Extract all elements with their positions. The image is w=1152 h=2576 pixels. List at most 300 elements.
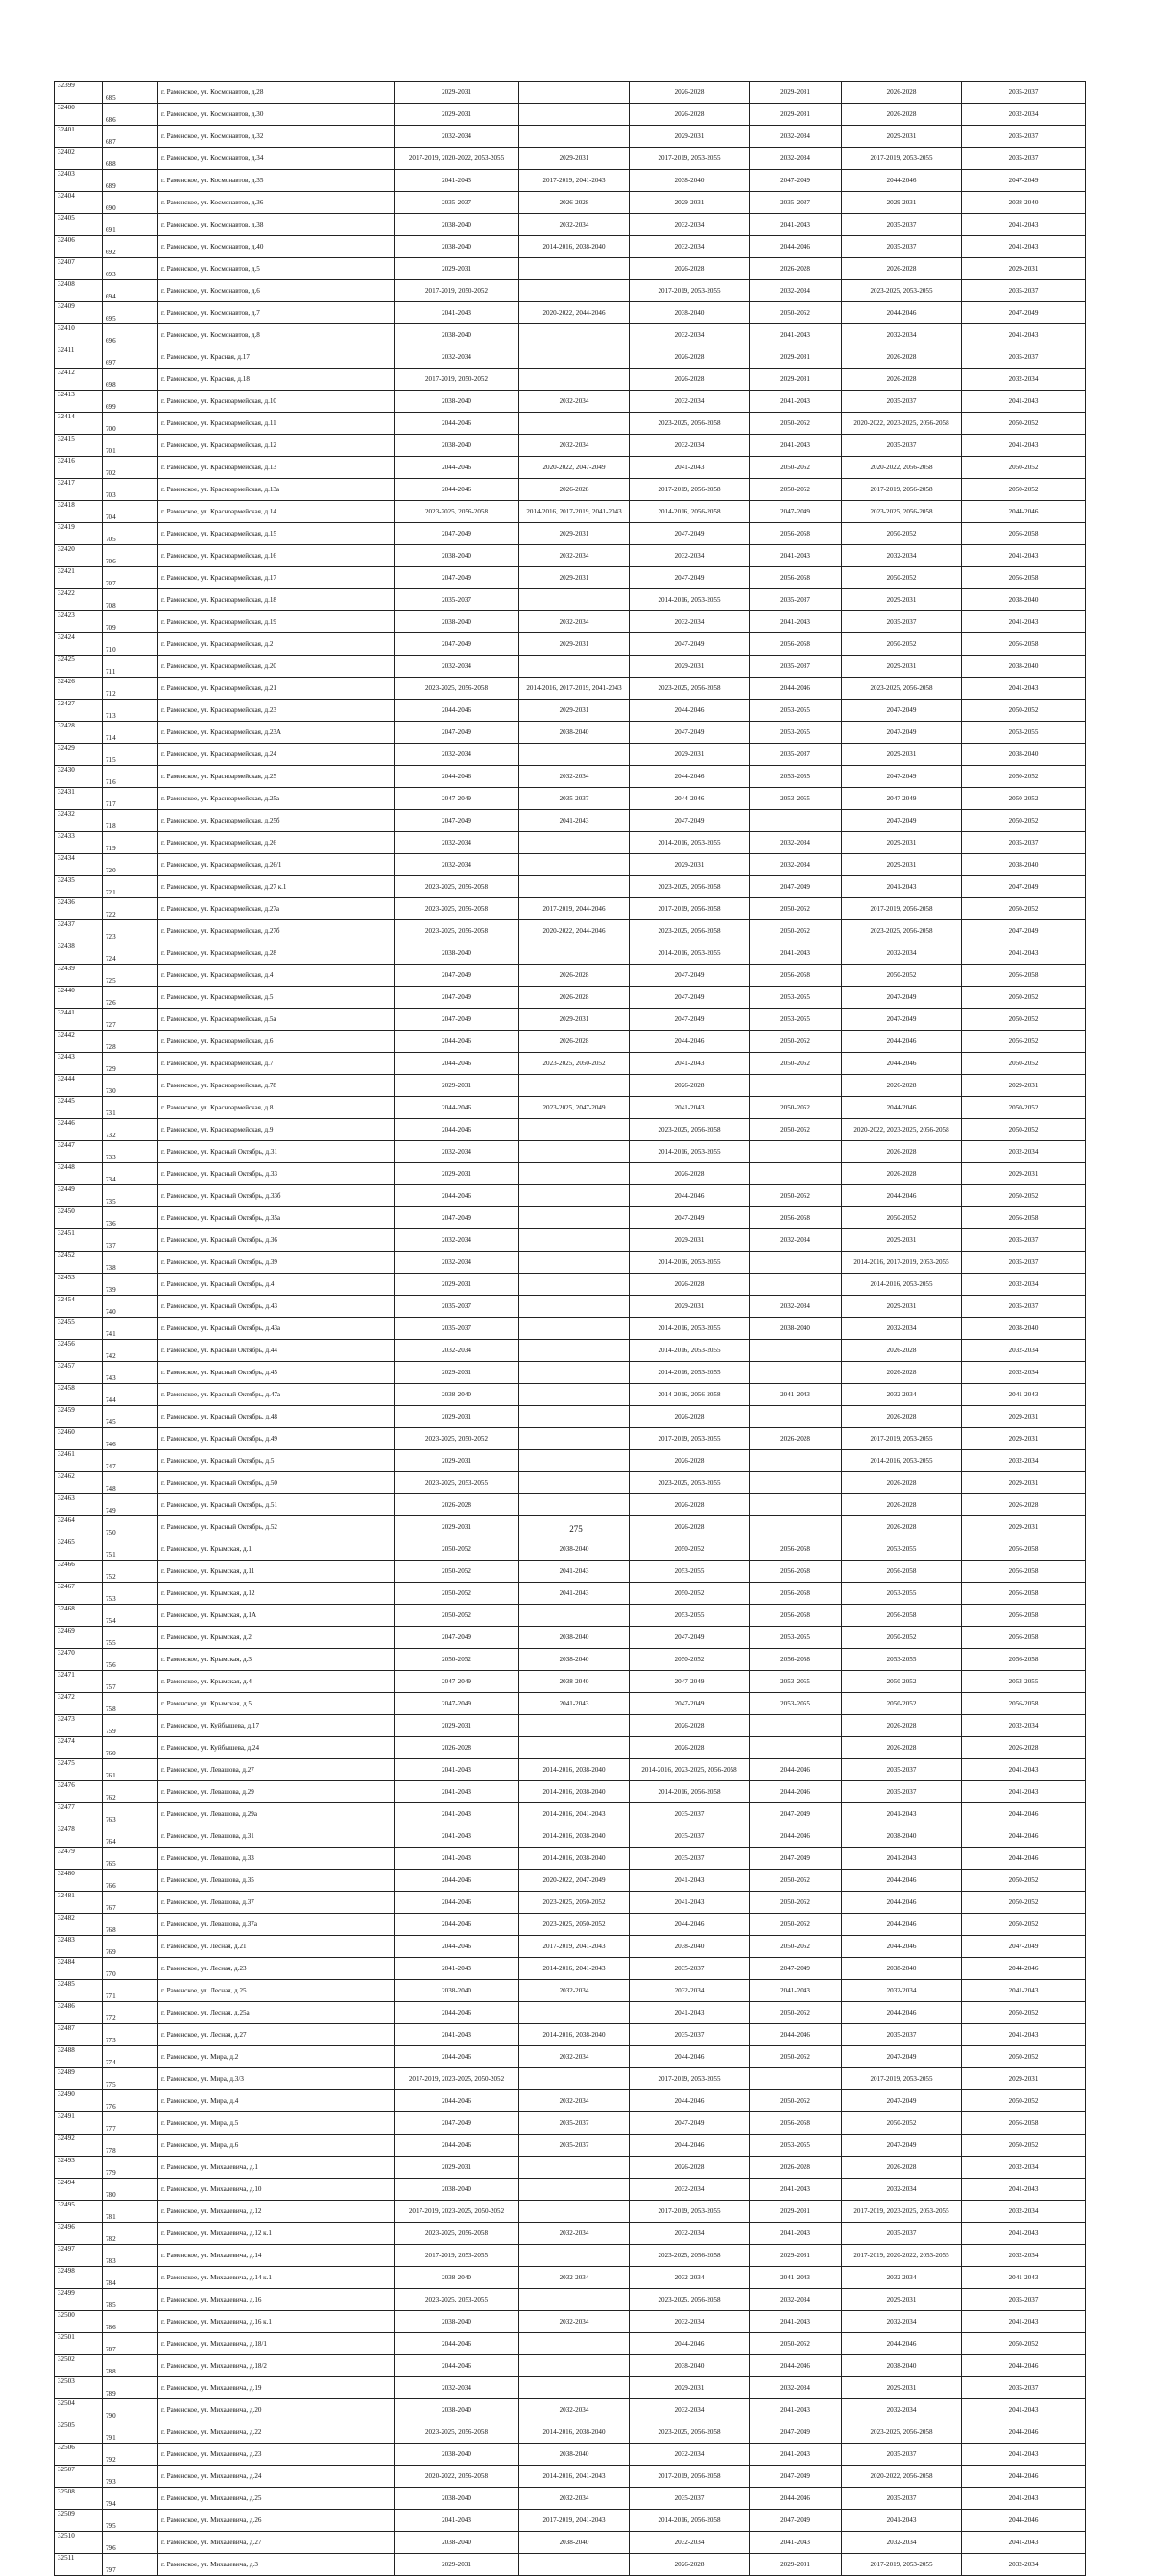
- table-row: [55, 1892, 1086, 1914]
- cell-period-5: 2029-2031: [842, 832, 962, 854]
- cell-period-4: 2044-2046: [750, 236, 842, 258]
- cell-row-id: 32443: [55, 1053, 103, 1075]
- cell-period-3: 2023-2025, 2056-2058: [630, 1119, 750, 1141]
- cell-period-4: 2032-2034: [750, 832, 842, 854]
- cell-address: г. Раменское, ул. Красный Октябрь, д.50: [158, 1472, 395, 1494]
- cell-period-5: 2026-2028: [842, 1075, 962, 1097]
- table-row: [55, 1296, 1086, 1318]
- cell-period-2: 2032-2034: [519, 766, 630, 788]
- cell-address: г. Раменское, ул. Крымская, д.2: [158, 1627, 395, 1649]
- cell-period-5: 2035-2037: [842, 2444, 962, 2466]
- cell-period-3: 2026-2028: [630, 1274, 750, 1296]
- cell-row-id: 32502: [55, 2355, 103, 2377]
- cell-period-4: 2041-2043: [750, 2399, 842, 2421]
- cell-sub-id: 703: [103, 479, 158, 501]
- cell-row-id: 32433: [55, 832, 103, 854]
- cell-sub-id: 693: [103, 258, 158, 280]
- cell-period-1: 2044-2046: [395, 1936, 519, 1958]
- cell-period-1: 2047-2049: [395, 1671, 519, 1693]
- cell-period-4: 2050-2052: [750, 2002, 842, 2024]
- cell-period-5: 2047-2049: [842, 722, 962, 744]
- cell-period-6: 2041-2043: [962, 2532, 1086, 2554]
- cell-period-2: 2041-2043: [519, 1693, 630, 1715]
- cell-period-1: 2029-2031: [395, 82, 519, 104]
- cell-address: г. Раменское, ул. Красный Октябрь, д.43: [158, 1296, 395, 1318]
- cell-period-6: 2026-2028: [962, 1494, 1086, 1516]
- cell-period-2: 2038-2040: [519, 1538, 630, 1561]
- cell-address: г. Раменское, ул. Красный Октябрь, д.33: [158, 1163, 395, 1185]
- cell-period-2: 2026-2028: [519, 987, 630, 1009]
- cell-period-4: 2056-2058: [750, 2112, 842, 2135]
- cell-sub-id: 754: [103, 1605, 158, 1627]
- table-row: [55, 1494, 1086, 1516]
- table-row: [55, 1097, 1086, 1119]
- cell-period-4: 2053-2055: [750, 788, 842, 810]
- cell-row-id: 32434: [55, 854, 103, 876]
- cell-period-5: 2050-2052: [842, 1693, 962, 1715]
- table-row: [55, 2135, 1086, 2157]
- cell-period-3: 2029-2031: [630, 854, 750, 876]
- table-row: [55, 2112, 1086, 2135]
- cell-sub-id: 787: [103, 2333, 158, 2355]
- cell-period-4: 2041-2043: [750, 2444, 842, 2466]
- cell-sub-id: 732: [103, 1119, 158, 1141]
- cell-address: г. Раменское, ул. Михалевича, д.16 к.1: [158, 2311, 395, 2333]
- cell-period-6: 2056-2058: [962, 2112, 1086, 2135]
- cell-period-5: 2026-2028: [842, 258, 962, 280]
- cell-period-5: 2032-2034: [842, 1980, 962, 2002]
- cell-period-3: 2038-2040: [630, 1936, 750, 1958]
- cell-row-id: 32455: [55, 1318, 103, 1340]
- cell-period-1: 2029-2031: [395, 1274, 519, 1296]
- table-row: [55, 1583, 1086, 1605]
- cell-period-5: 2038-2040: [842, 1825, 962, 1848]
- cell-row-id: 32432: [55, 810, 103, 832]
- cell-sub-id: 698: [103, 369, 158, 391]
- cell-period-6: 2035-2037: [962, 1296, 1086, 1318]
- cell-period-6: 2041-2043: [962, 236, 1086, 258]
- cell-period-1: 2038-2040: [395, 435, 519, 457]
- cell-period-2: 2014-2016, 2038-2040: [519, 1781, 630, 1803]
- cell-sub-id: 735: [103, 1185, 158, 1207]
- cell-address: г. Раменское, ул. Михалевича, д.26: [158, 2510, 395, 2532]
- cell-period-2: 2014-2016, 2041-2043: [519, 2466, 630, 2488]
- cell-period-5: 2038-2040: [842, 2355, 962, 2377]
- cell-row-id: 32438: [55, 942, 103, 965]
- cell-row-id: 32508: [55, 2488, 103, 2510]
- cell-period-5: 2044-2046: [842, 1936, 962, 1958]
- cell-address: г. Раменское, ул. Михалевича, д.25: [158, 2488, 395, 2510]
- cell-period-6: 2035-2037: [962, 82, 1086, 104]
- cell-row-id: 32509: [55, 2510, 103, 2532]
- cell-period-6: 2050-2052: [962, 2333, 1086, 2355]
- cell-period-1: 2044-2046: [395, 1914, 519, 1936]
- cell-period-2: 2032-2034: [519, 214, 630, 236]
- cell-period-1: 2041-2043: [395, 302, 519, 324]
- cell-address: г. Раменское, ул. Красноармейская, д.26: [158, 832, 395, 854]
- cell-sub-id: 710: [103, 633, 158, 656]
- cell-period-3: 2038-2040: [630, 2355, 750, 2377]
- cell-period-6: 2050-2052: [962, 413, 1086, 435]
- cell-period-5: 2035-2037: [842, 214, 962, 236]
- cell-address: г. Раменское, ул. Красный Октябрь, д.43а: [158, 1318, 395, 1340]
- cell-address: г. Раменское, ул. Михалевича, д.23: [158, 2444, 395, 2466]
- cell-period-1: 2035-2037: [395, 192, 519, 214]
- cell-period-4: 2050-2052: [750, 1119, 842, 1141]
- cell-period-1: 2050-2052: [395, 1561, 519, 1583]
- cell-row-id: 32482: [55, 1914, 103, 1936]
- cell-period-1: 2017-2019, 2050-2052: [395, 280, 519, 302]
- cell-period-2: [519, 1229, 630, 1252]
- cell-period-4: 2032-2034: [750, 854, 842, 876]
- cell-sub-id: 797: [103, 2554, 158, 2576]
- cell-period-6: 2041-2043: [962, 942, 1086, 965]
- cell-period-3: 2038-2040: [630, 170, 750, 192]
- cell-period-4: [750, 1163, 842, 1185]
- cell-period-6: 2056-2058: [962, 567, 1086, 589]
- cell-address: г. Раменское, ул. Мира, д.4: [158, 2090, 395, 2112]
- cell-period-1: 2023-2025, 2053-2055: [395, 2289, 519, 2311]
- cell-period-1: 2044-2046: [395, 766, 519, 788]
- cell-period-5: 2047-2049: [842, 700, 962, 722]
- cell-period-2: [519, 1163, 630, 1185]
- cell-period-1: 2044-2046: [395, 2002, 519, 2024]
- cell-period-3: 2014-2016, 2053-2055: [630, 1318, 750, 1340]
- table-row: [55, 1031, 1086, 1053]
- table-row: [55, 2554, 1086, 2576]
- cell-period-6: 2056-2058: [962, 1207, 1086, 1229]
- cell-row-id: 32430: [55, 766, 103, 788]
- cell-period-6: 2050-2052: [962, 700, 1086, 722]
- cell-period-5: 2035-2037: [842, 1781, 962, 1803]
- cell-period-3: 2029-2031: [630, 656, 750, 678]
- cell-period-3: 2014-2016, 2053-2055: [630, 1141, 750, 1163]
- cell-period-6: 2035-2037: [962, 346, 1086, 369]
- cell-period-6: 2050-2052: [962, 1097, 1086, 1119]
- cell-address: г. Раменское, ул. Мира, д.2: [158, 2046, 395, 2068]
- cell-period-6: 2029-2031: [962, 1472, 1086, 1494]
- cell-sub-id: 764: [103, 1825, 158, 1848]
- cell-period-1: 2038-2040: [395, 391, 519, 413]
- cell-address: г. Раменское, ул. Левашова, д.37а: [158, 1914, 395, 1936]
- page-number: 275: [569, 1524, 583, 1534]
- cell-period-4: [750, 1141, 842, 1163]
- cell-sub-id: 692: [103, 236, 158, 258]
- cell-address: г. Раменское, ул. Михалевича, д.14 к.1: [158, 2267, 395, 2289]
- cell-period-4: 2050-2052: [750, 1914, 842, 1936]
- cell-period-1: 2041-2043: [395, 1759, 519, 1781]
- cell-period-6: 2038-2040: [962, 656, 1086, 678]
- cell-address: г. Раменское, ул. Красноармейская, д.7: [158, 1053, 395, 1075]
- table-row: [55, 2466, 1086, 2488]
- cell-period-5: 2029-2031: [842, 1296, 962, 1318]
- cell-period-4: 2044-2046: [750, 2488, 842, 2510]
- cell-period-2: [519, 1494, 630, 1516]
- cell-period-5: 2047-2049: [842, 2135, 962, 2157]
- cell-period-3: 2044-2046: [630, 1914, 750, 1936]
- cell-period-2: 2017-2019, 2041-2043: [519, 1936, 630, 1958]
- cell-period-3: 2041-2043: [630, 1892, 750, 1914]
- cell-period-3: 2014-2016, 2053-2055: [630, 1340, 750, 1362]
- cell-address: г. Раменское, ул. Красный Октябрь, д.51: [158, 1494, 395, 1516]
- cell-period-1: 2029-2031: [395, 258, 519, 280]
- cell-period-5: 2026-2028: [842, 1340, 962, 1362]
- cell-period-4: 2053-2055: [750, 700, 842, 722]
- cell-period-2: [519, 2554, 630, 2576]
- cell-period-4: 2047-2049: [750, 2466, 842, 2488]
- cell-period-6: 2050-2052: [962, 2002, 1086, 2024]
- cell-row-id: 32408: [55, 280, 103, 302]
- cell-period-4: 2050-2052: [750, 1936, 842, 1958]
- cell-period-4: 2053-2055: [750, 722, 842, 744]
- cell-period-3: 2026-2028: [630, 1516, 750, 1538]
- cell-period-6: 2038-2040: [962, 192, 1086, 214]
- cell-sub-id: 771: [103, 1980, 158, 2002]
- cell-period-3: 2047-2049: [630, 1693, 750, 1715]
- cell-period-1: 2044-2046: [395, 2333, 519, 2355]
- cell-period-4: 2047-2049: [750, 2510, 842, 2532]
- cell-period-6: 2041-2043: [962, 2267, 1086, 2289]
- cell-address: г. Раменское, ул. Красноармейская, д.10: [158, 391, 395, 413]
- cell-period-5: 2032-2034: [842, 2267, 962, 2289]
- cell-period-3: 2026-2028: [630, 1715, 750, 1737]
- cell-period-2: [519, 1406, 630, 1428]
- cell-period-6: 2050-2052: [962, 810, 1086, 832]
- table-row: [55, 1936, 1086, 1958]
- cell-period-2: 2020-2022, 2044-2046: [519, 302, 630, 324]
- cell-address: г. Раменское, ул. Красноармейская, д.23: [158, 700, 395, 722]
- cell-period-6: 2032-2034: [962, 2201, 1086, 2223]
- cell-period-3: 2017-2019, 2053-2055: [630, 148, 750, 170]
- cell-row-id: 32472: [55, 1693, 103, 1715]
- cell-period-5: 2017-2019, 2053-2055: [842, 2068, 962, 2090]
- cell-period-1: 2032-2034: [395, 126, 519, 148]
- cell-period-4: 2032-2034: [750, 1229, 842, 1252]
- cell-row-id: 32504: [55, 2399, 103, 2421]
- cell-row-id: 32485: [55, 1980, 103, 2002]
- cell-period-3: 2026-2028: [630, 1406, 750, 1428]
- cell-period-1: 2038-2040: [395, 1980, 519, 2002]
- cell-period-2: [519, 1296, 630, 1318]
- cell-period-6: 2032-2034: [962, 104, 1086, 126]
- cell-row-id: 32431: [55, 788, 103, 810]
- cell-row-id: 32410: [55, 324, 103, 346]
- cell-period-4: 2056-2058: [750, 1207, 842, 1229]
- cell-period-3: 2047-2049: [630, 987, 750, 1009]
- cell-period-2: [519, 876, 630, 898]
- cell-sub-id: 709: [103, 611, 158, 633]
- cell-row-id: 32406: [55, 236, 103, 258]
- cell-period-2: [519, 942, 630, 965]
- cell-period-6: 2038-2040: [962, 1318, 1086, 1340]
- cell-period-2: [519, 1450, 630, 1472]
- cell-period-1: 2044-2046: [395, 700, 519, 722]
- cell-period-3: 2023-2025, 2056-2058: [630, 2421, 750, 2444]
- cell-sub-id: 784: [103, 2267, 158, 2289]
- table-row: [55, 942, 1086, 965]
- cell-address: г. Раменское, ул. Крымская, д.3: [158, 1649, 395, 1671]
- cell-period-4: 2041-2043: [750, 391, 842, 413]
- cell-period-5: 2026-2028: [842, 1737, 962, 1759]
- cell-period-3: 2047-2049: [630, 633, 750, 656]
- cell-period-5: 2029-2031: [842, 744, 962, 766]
- cell-row-id: 32425: [55, 656, 103, 678]
- cell-period-5: 2041-2043: [842, 1803, 962, 1825]
- cell-period-2: [519, 2179, 630, 2201]
- cell-row-id: 32441: [55, 1009, 103, 1031]
- cell-period-2: 2020-2022, 2047-2049: [519, 457, 630, 479]
- cell-period-3: 2029-2031: [630, 1229, 750, 1252]
- cell-row-id: 32413: [55, 391, 103, 413]
- cell-period-4: 2050-2052: [750, 898, 842, 920]
- table-row: [55, 1229, 1086, 1252]
- cell-period-5: 2047-2049: [842, 2046, 962, 2068]
- cell-period-4: 2050-2052: [750, 479, 842, 501]
- cell-period-2: 2032-2034: [519, 391, 630, 413]
- cell-address: г. Раменское, ул. Михалевича, д.24: [158, 2466, 395, 2488]
- cell-period-6: 2044-2046: [962, 1848, 1086, 1870]
- cell-period-5: 2053-2055: [842, 1649, 962, 1671]
- cell-period-5: 2047-2049: [842, 1009, 962, 1031]
- table-row: [55, 589, 1086, 611]
- cell-period-1: 2023-2025, 2053-2055: [395, 1472, 519, 1494]
- cell-period-5: 2017-2019, 2056-2058: [842, 479, 962, 501]
- cell-address: г. Раменское, ул. Космонавтов, д.36: [158, 192, 395, 214]
- cell-period-6: 2050-2052: [962, 1009, 1086, 1031]
- table-row: [55, 2223, 1086, 2245]
- cell-period-6: 2050-2052: [962, 1870, 1086, 1892]
- cell-period-3: 2047-2049: [630, 722, 750, 744]
- cell-period-4: 2047-2049: [750, 170, 842, 192]
- cell-period-4: 2056-2058: [750, 633, 842, 656]
- cell-period-1: 2032-2034: [395, 1340, 519, 1362]
- cell-period-1: 2044-2046: [395, 1119, 519, 1141]
- cell-period-6: 2044-2046: [962, 2510, 1086, 2532]
- cell-period-2: [519, 832, 630, 854]
- cell-period-2: 2014-2016, 2038-2040: [519, 2024, 630, 2046]
- cell-row-id: 32480: [55, 1870, 103, 1892]
- cell-period-2: 2014-2016, 2038-2040: [519, 2421, 630, 2444]
- cell-sub-id: 687: [103, 126, 158, 148]
- cell-period-6: 2041-2043: [962, 1384, 1086, 1406]
- cell-period-5: 2026-2028: [842, 1472, 962, 1494]
- cell-period-5: 2017-2019, 2053-2055: [842, 2554, 962, 2576]
- cell-row-id: 32439: [55, 965, 103, 987]
- cell-period-3: 2041-2043: [630, 2002, 750, 2024]
- cell-period-1: 2041-2043: [395, 1803, 519, 1825]
- cell-period-2: [519, 2245, 630, 2267]
- cell-address: г. Раменское, ул. Красноармейская, д.5а: [158, 1009, 395, 1031]
- table-row: [55, 435, 1086, 457]
- cell-period-4: 2041-2043: [750, 942, 842, 965]
- cell-sub-id: 708: [103, 589, 158, 611]
- cell-period-6: 2047-2049: [962, 876, 1086, 898]
- cell-period-1: 2020-2022, 2056-2058: [395, 2466, 519, 2488]
- table-row: [55, 1318, 1086, 1340]
- cell-period-2: [519, 589, 630, 611]
- cell-period-2: [519, 854, 630, 876]
- table-row: [55, 656, 1086, 678]
- cell-period-1: 2032-2034: [395, 346, 519, 369]
- cell-period-5: 2044-2046: [842, 1185, 962, 1207]
- table-row: [55, 567, 1086, 589]
- cell-row-id: 32505: [55, 2421, 103, 2444]
- cell-period-5: 2029-2031: [842, 126, 962, 148]
- cell-address: г. Раменское, ул. Космонавтов, д.6: [158, 280, 395, 302]
- cell-period-4: 2053-2055: [750, 1627, 842, 1649]
- cell-period-2: [519, 2333, 630, 2355]
- cell-row-id: 32511: [55, 2554, 103, 2576]
- cell-period-6: 2056-2058: [962, 1649, 1086, 1671]
- cell-period-6: 2050-2052: [962, 2046, 1086, 2068]
- cell-period-4: 2032-2034: [750, 2377, 842, 2399]
- cell-sub-id: 702: [103, 457, 158, 479]
- cell-period-5: 2032-2034: [842, 2399, 962, 2421]
- cell-row-id: 32424: [55, 633, 103, 656]
- cell-period-4: 2032-2034: [750, 148, 842, 170]
- cell-address: г. Раменское, ул. Красноармейская, д.8: [158, 1097, 395, 1119]
- table-row: [55, 965, 1086, 987]
- cell-sub-id: 716: [103, 766, 158, 788]
- cell-row-id: 32411: [55, 346, 103, 369]
- cell-period-4: 2032-2034: [750, 2289, 842, 2311]
- cell-period-2: 2035-2037: [519, 2112, 630, 2135]
- cell-row-id: 32409: [55, 302, 103, 324]
- cell-row-id: 32474: [55, 1737, 103, 1759]
- cell-period-4: 2041-2043: [750, 214, 842, 236]
- cell-period-2: 2014-2016, 2041-2043: [519, 1958, 630, 1980]
- cell-period-3: 2014-2016, 2053-2055: [630, 589, 750, 611]
- cell-period-1: 2032-2034: [395, 1141, 519, 1163]
- table-row: [55, 1561, 1086, 1583]
- cell-period-2: 2014-2016, 2038-2040: [519, 1759, 630, 1781]
- cell-period-4: [750, 1340, 842, 1362]
- table-row: [55, 346, 1086, 369]
- cell-period-5: 2017-2019, 2053-2055: [842, 1428, 962, 1450]
- cell-period-1: 2047-2049: [395, 1627, 519, 1649]
- cell-period-4: 2056-2058: [750, 1583, 842, 1605]
- cell-period-2: 2041-2043: [519, 1583, 630, 1605]
- cell-sub-id: 758: [103, 1693, 158, 1715]
- cell-period-6: 2056-2058: [962, 1561, 1086, 1583]
- cell-period-4: 2050-2052: [750, 302, 842, 324]
- cell-address: г. Раменское, ул. Красный Октябрь, д.44: [158, 1340, 395, 1362]
- table-row: [55, 744, 1086, 766]
- cell-address: г. Раменское, ул. Красный Октябрь, д.36: [158, 1229, 395, 1252]
- cell-period-1: 2035-2037: [395, 589, 519, 611]
- cell-period-6: 2050-2052: [962, 457, 1086, 479]
- table-row: [55, 987, 1086, 1009]
- cell-period-6: 2041-2043: [962, 435, 1086, 457]
- cell-period-1: 2029-2031: [395, 1406, 519, 1428]
- cell-address: г. Раменское, ул. Михалевича, д.14: [158, 2245, 395, 2267]
- cell-period-3: 2032-2034: [630, 435, 750, 457]
- table-row: [55, 810, 1086, 832]
- cell-period-5: 2023-2025, 2056-2058: [842, 501, 962, 523]
- cell-sub-id: 726: [103, 987, 158, 1009]
- cell-period-1: 2041-2043: [395, 170, 519, 192]
- cell-period-2: 2020-2022, 2044-2046: [519, 920, 630, 942]
- cell-period-5: 2017-2019, 2053-2055: [842, 148, 962, 170]
- cell-period-2: [519, 1075, 630, 1097]
- cell-sub-id: 749: [103, 1494, 158, 1516]
- cell-sub-id: 782: [103, 2223, 158, 2245]
- cell-sub-id: 734: [103, 1163, 158, 1185]
- cell-address: г. Раменское, ул. Красноармейская, д.26/1: [158, 854, 395, 876]
- table-row: [55, 170, 1086, 192]
- cell-period-5: 2014-2016, 2053-2055: [842, 1450, 962, 1472]
- cell-period-3: 2026-2028: [630, 1163, 750, 1185]
